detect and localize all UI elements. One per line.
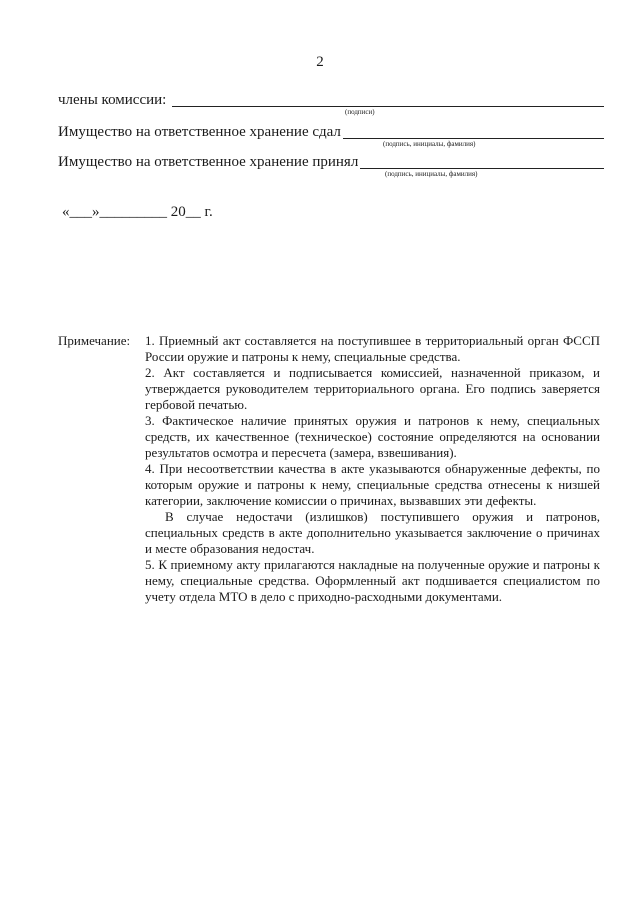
- received-caption: (подпись, инициалы, фамилия): [385, 170, 478, 178]
- note-label: Примечание:: [58, 333, 131, 348]
- received-label: Имущество на ответственное хранение принял: [58, 154, 359, 170]
- date-line: «___»_________ 20__ г.: [62, 204, 213, 220]
- commission-members-caption: (подписи): [345, 108, 375, 116]
- received-signature-line[interactable]: [360, 168, 604, 169]
- page-number: 2: [316, 54, 324, 70]
- note-item-3: 3. Фактическое наличие принятых оружия и патронов к нему, специальных средств, их качественное (техническое) состояние определяются на основании результатов осмотра и пересчета (замера, взвешивания).: [145, 413, 600, 460]
- note-item-5: 5. К приемному акту прилагаются накладные на полученные оружие и патроны к нему, специальные средства. Оформленный акт подшивается специалистом по учету отдела МТО в дело с приходно-расходными документами.: [145, 557, 600, 604]
- note-item-1: 1. Приемный акт составляется на поступившее в территориальный орган ФССП России оружие и патроны к нему, специальные средства.: [145, 333, 600, 364]
- commission-members-signature-line[interactable]: [172, 106, 604, 107]
- handed-over-signature-line[interactable]: [343, 138, 604, 139]
- handed-over-label: Имущество на ответственное хранение сдал: [58, 124, 341, 140]
- note-item-2: 2. Акт составляется и подписывается комиссией, назначенной приказом, и утверждается руководителем территориального органа. Его подпись заверяется гербовой печатью.: [145, 365, 600, 412]
- note-item-4: 4. При несоответствии качества в акте указываются обнаруженные дефекты, по которым оружие и патроны к нему, специальные средства отнесены к низшей категории, заключение комиссии о причинах, вызвавших эти дефекты.: [145, 461, 600, 508]
- handed-over-caption: (подпись, инициалы, фамилия): [383, 140, 476, 148]
- note-body: [145, 333, 600, 605]
- note-item-4-continued: В случае недостачи (излишков) поступившего оружия и патронов, специальных средств в акте дополнительно указывается заключение о причинах и месте образования недостач.: [145, 509, 600, 556]
- commission-members-label: члены комиссии:: [58, 92, 167, 108]
